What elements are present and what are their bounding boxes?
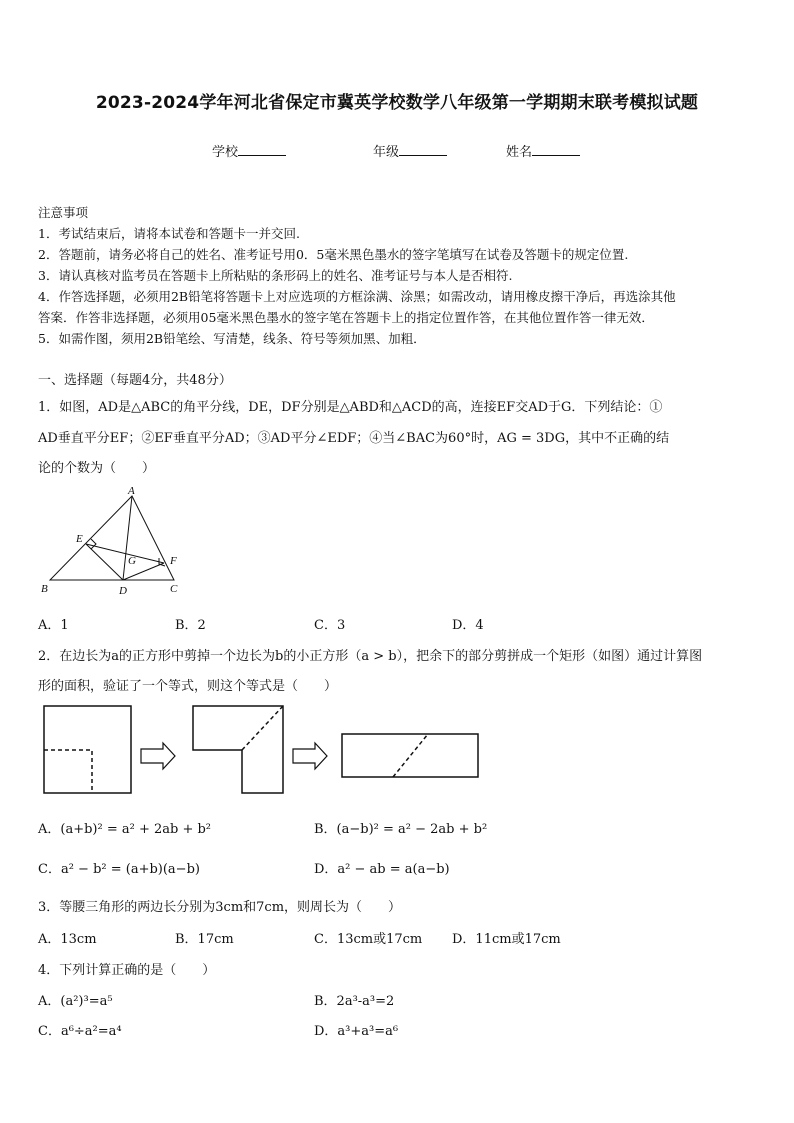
q3-option-d: D．11cm或17cm xyxy=(452,932,561,947)
question-2-line-1: 2．在边长为a的正方形中剪掉一个边长为b的小正方形（a > b），把余下的部分剪拼成一个矩形（如图）通过计算图 xyxy=(38,649,703,664)
label-b: B xyxy=(41,583,48,595)
q4-option-a: A．(a²)³=a⁵ xyxy=(38,994,113,1009)
school-label: 学校 xyxy=(212,145,239,160)
notice-item: 5．如需作图，须用2B铅笔绘、写清楚，线条、符号等须加黑、加粗． xyxy=(38,331,426,346)
question-4-line-1: 4．下列计算正确的是（ ） xyxy=(38,963,216,978)
name-field xyxy=(506,141,580,160)
label-a: A xyxy=(128,485,135,497)
q4-option-d: D．a³+a³=a⁶ xyxy=(314,1024,399,1039)
label-e: E xyxy=(76,533,83,545)
square-cut-figure xyxy=(38,700,488,800)
q3-option-a: A．13cm xyxy=(38,932,97,947)
q2-option-b: B．(a−b)² = a² − 2ab + b² xyxy=(314,822,488,837)
q1-option-c: C．3 xyxy=(314,618,346,633)
q4-option-c: C．a⁶÷a²=a⁴ xyxy=(38,1024,122,1039)
notice-heading: 注意事项 xyxy=(38,205,89,220)
q3-option-b: B．17cm xyxy=(175,932,234,947)
label-d: D xyxy=(119,585,127,597)
question-3-line-1: 3．等腰三角形的两边长分别为3cm和7cm，则周长为（ ） xyxy=(38,900,402,915)
label-c: C xyxy=(170,583,178,595)
q1-option-b: B．2 xyxy=(175,618,206,633)
question-1-line-1: 1．如图，AD是△ABC的角平分线，DE，DF分别是△ABD和△ACD的高，连接EF交AD于G．下列结论：① xyxy=(38,400,663,415)
school-blank xyxy=(238,143,286,156)
q2-option-c: C．a² − b² = (a+b)(a−b) xyxy=(38,862,200,877)
notice-item: 4．作答选择题，必须用2B铅笔将答题卡上对应选项的方框涂满、涂黑；如需改动，请用橡皮擦干净后，再选涂其他 xyxy=(38,289,676,304)
name-label: 姓名 xyxy=(506,145,533,160)
notice-item: 答案．作答非选择题，必须用05毫米黑色墨水的签字笔在答题卡上的指定位置作答，在其他位置作答一律无效． xyxy=(38,310,654,325)
triangle-figure xyxy=(36,484,186,600)
school-field xyxy=(212,141,286,160)
grade-label: 年级 xyxy=(373,145,400,160)
question-1-line-3: 论的个数为（ ） xyxy=(38,461,156,476)
label-g: G xyxy=(128,555,136,567)
grade-field xyxy=(373,141,447,160)
q2-option-d: D．a² − ab = a(a−b) xyxy=(314,862,450,877)
notice-item: 3．请认真核对监考员在答题卡上所粘贴的条形码上的姓名、准考证号与本人是否相符. xyxy=(38,268,513,283)
question-1-line-2: AD垂直平分EF；②EF垂直平分AD；③AD平分∠EDF；④当∠BAC为60°时，AG = 3DG，其中不正确的结 xyxy=(38,431,670,446)
q1-option-d: D．4 xyxy=(452,618,484,633)
q3-option-c: C．13cm或17cm xyxy=(314,932,423,947)
notice-item: 1．考试结束后，请将本试卷和答题卡一并交回. xyxy=(38,226,300,241)
page-title: 2023-2024学年河北省保定市冀英学校数学八年级第一学期期末联考模拟试题 xyxy=(95,93,699,113)
notice-item: 2．答题前，请务必将自己的姓名、准考证号用0．5毫米黑色墨水的签字笔填写在试卷及答题卡的规定位置. xyxy=(38,247,629,262)
question-2-line-2: 形的面积，验证了一个等式，则这个等式是（ ） xyxy=(38,679,338,694)
q1-option-a: A．1 xyxy=(38,618,69,633)
section-heading: 一、选择题（每题4分，共48分） xyxy=(38,373,232,388)
q2-option-a: A．(a+b)² = a² + 2ab + b² xyxy=(38,822,212,837)
label-f: F xyxy=(170,555,177,567)
name-blank xyxy=(532,143,580,156)
q4-option-b: B．2a³-a³=2 xyxy=(314,994,395,1009)
grade-blank xyxy=(399,143,447,156)
